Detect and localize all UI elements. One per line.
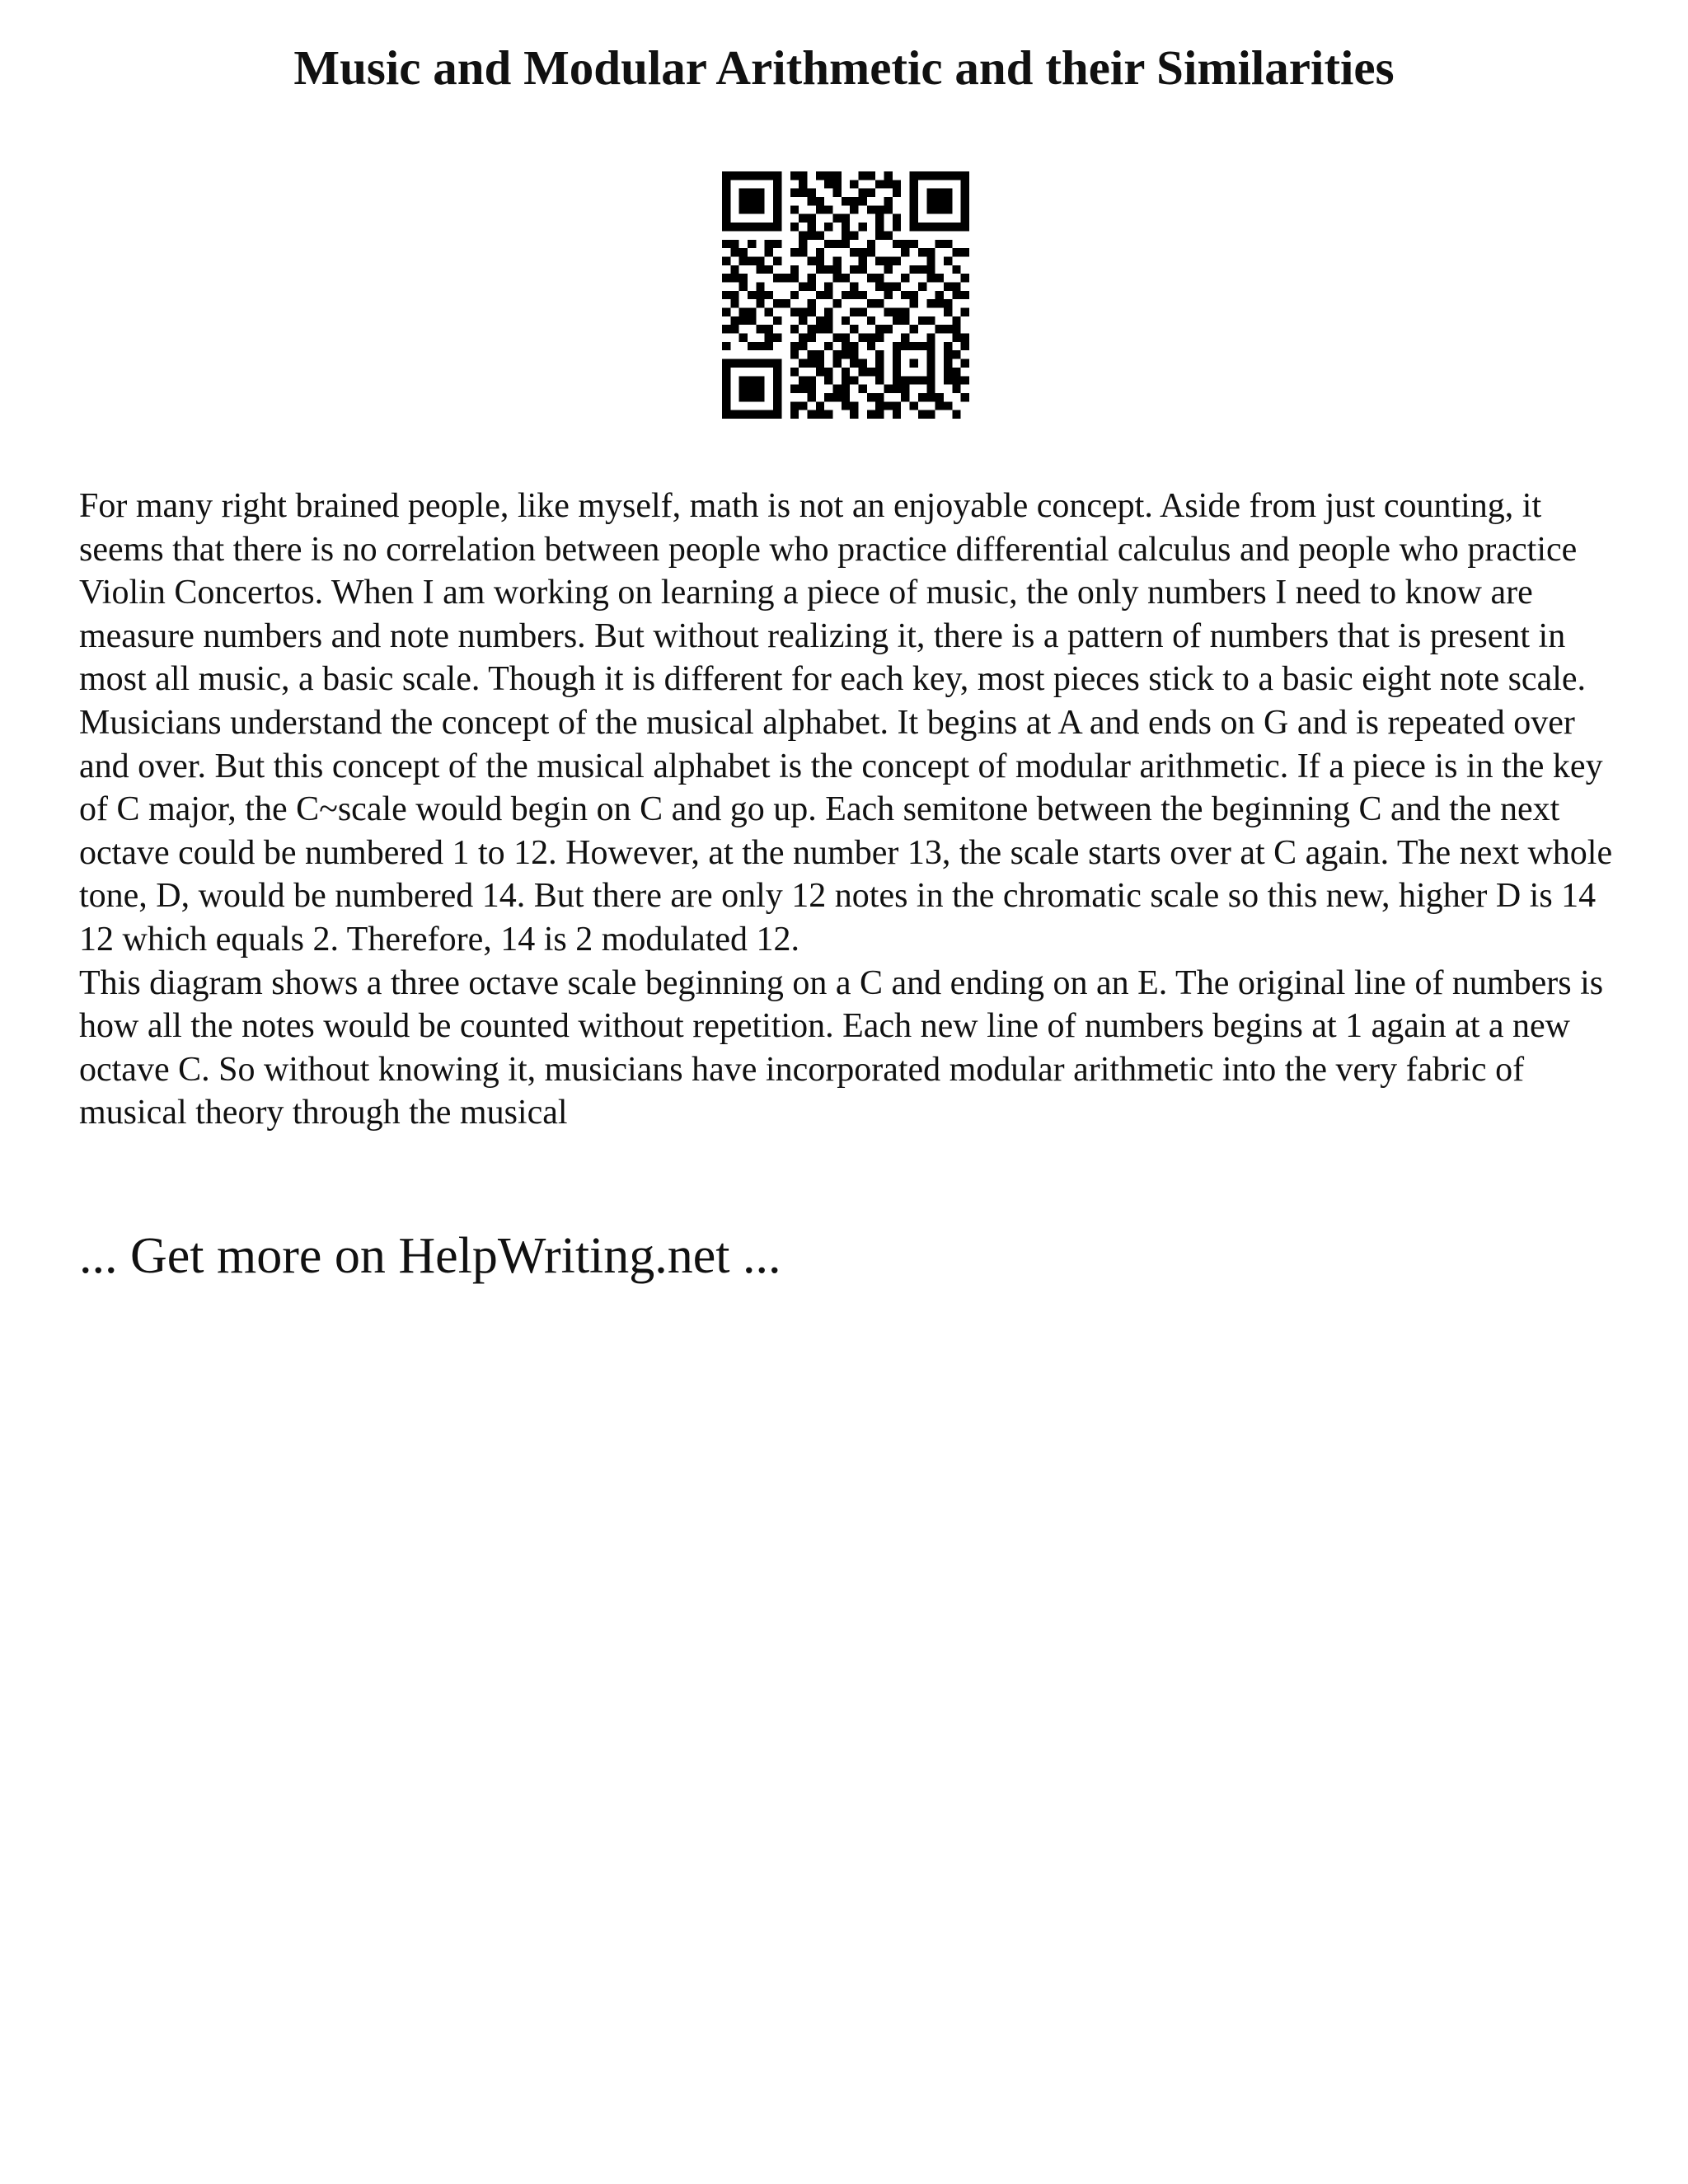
page-title: Music and Modular Arithmetic and their Similarities: [293, 40, 1395, 95]
qr-code-graphic: [722, 171, 969, 419]
get-more-link[interactable]: ... Get more on HelpWriting.net ...: [79, 1228, 781, 1284]
body-text: [79, 485, 1629, 1135]
qr-code-icon: [722, 171, 969, 419]
paragraph-diagram: This diagram shows a three octave scale beginning on a C and ending on an E. The original line of numbers is how all the notes would be counted without repetition. Each new line of numbers begins at 1 again at a new octave C. So without knowing it, musicians have incorporated modular arithmetic into the very fabric of musical theory through the musical: [79, 963, 1604, 1132]
paragraph-intro: For many right brained people, like myself, math is not an enjoyable concept. Aside from just counting, it seems that there is no correlation between people who practice differential calculus and people who practice Violin Concertos. When I am working on learning a piece of music, the only numbers I need to know are measure numbers and note numbers. But without realizing it, there is a pattern of numbers that is present in most all music, a basic scale. Though it is different for each key, most pieces stick to a basic eight note scale. Musicians understand the concept of the musical alphabet. It begins at A and ends on G and is repeated over and over. But this concept of the musical alphabet is the concept of modular arithmetic. If a piece is in the key of C major, the C~scale would begin on C and go up. Each semitone between the beginning C and the next octave could be numbered 1 to 12. However, at the number 13, the scale starts over at C again. The next whole tone, D, would be numbered 14. But there are only 12 notes in the chromatic scale so this new, higher D is 14 12 which equals 2. Therefore, 14 is 2 modulated 12.: [79, 487, 1613, 958]
